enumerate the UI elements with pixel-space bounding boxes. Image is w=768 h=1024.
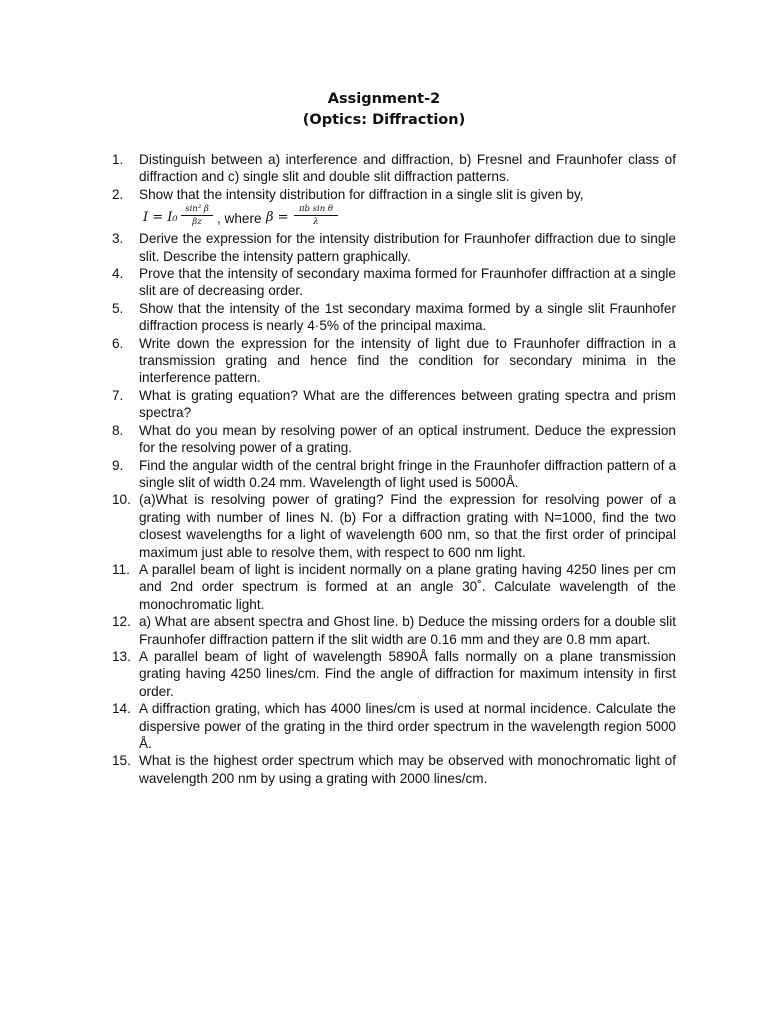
question-item bbox=[112, 335, 676, 387]
formula-where: , where bbox=[217, 211, 262, 227]
question-text: Show that the intensity distribution for diffraction in a single slit is given by, bbox=[139, 186, 584, 202]
question-text: What is the highest order spectrum which may be observed with monochromatic light of wavelength 200 nm by using a grating with 2000 lines/cm. bbox=[139, 753, 676, 786]
question-item bbox=[112, 561, 676, 613]
question-text: (a)What is resolving power of grating? Find the expression for resolving power of a grating with number of lines N. (b) For a diffraction grating with N=1000, find the two closest wavelengths for a light of wavelength 600 nm, so that the first order of principal maximum just able to resolve them, with respect to 600 nm light. bbox=[139, 492, 676, 560]
question-number: 1. bbox=[112, 152, 124, 167]
question-number: 12. bbox=[112, 614, 131, 630]
formula-fraction-beta bbox=[294, 204, 338, 227]
question-item bbox=[112, 265, 676, 300]
formula-fraction-intensity bbox=[181, 204, 213, 227]
question-item bbox=[112, 186, 676, 230]
question-item bbox=[112, 422, 676, 457]
question-number: 15. bbox=[112, 753, 131, 769]
formula-beta: β = bbox=[266, 210, 289, 226]
question-item bbox=[112, 151, 676, 186]
question-text: A diffraction grating, which has 4000 lines/cm is used at normal incidence. Calculate the dispersive power of the grating in the third order spectrum in the wavelength region 5000 Å. bbox=[139, 701, 676, 751]
document-subtitle: (Optics: Diffraction) bbox=[302, 112, 466, 128]
question-number: 11. bbox=[112, 561, 130, 577]
question-number: 6. bbox=[112, 335, 124, 351]
question-item bbox=[112, 230, 676, 265]
question-text: Derive the expression for the intensity distribution for Fraunhofer diffraction due to single slit. Describe the intensity pattern graphically. bbox=[139, 231, 676, 264]
question-number: 3. bbox=[112, 231, 124, 247]
fraction-denominator: λ bbox=[313, 217, 319, 228]
question-text: Distinguish between a) interference and diffraction, b) Fresnel and Fraunhofer class of diffraction and c) single slit and double slit diffraction patterns. bbox=[139, 152, 676, 185]
question-item bbox=[112, 300, 676, 335]
question-text: a) What are absent spectra and Ghost line. b) Deduce the missing orders for a double slit Fraunhofer diffraction pattern if the slit width are 0.16 mm and they are 0.8 mm apart. bbox=[139, 614, 676, 647]
title-block bbox=[0, 89, 768, 131]
fraction-numerator: πb sin θ bbox=[294, 204, 338, 216]
question-text: Prove that the intensity of secondary maxima formed for Fraunhofer diffraction at a single slit are of decreasing order. bbox=[139, 266, 676, 299]
question-number: 14. bbox=[112, 701, 131, 717]
question-text: A parallel beam of light of wavelength 5890Å falls normally on a plane transmission grating having 4250 lines/cm. Find the angle of diffraction for maximum intensity in first order. bbox=[139, 648, 676, 699]
question-text: What is grating equation? What are the differences between grating spectra and prism spectra? bbox=[139, 387, 676, 421]
question-item bbox=[112, 648, 676, 700]
question-item bbox=[112, 752, 676, 787]
intensity-formula bbox=[139, 203, 676, 230]
question-number: 10. bbox=[112, 492, 131, 508]
question-number: 5. bbox=[112, 300, 124, 316]
document-title: Assignment-2 bbox=[327, 91, 441, 107]
fraction-numerator: sin² β bbox=[181, 204, 213, 216]
question-item bbox=[112, 491, 676, 561]
question-number: 13. bbox=[112, 648, 131, 664]
question-number: 7. bbox=[112, 387, 124, 403]
question-text: Write down the expression for the intensity of light due to Fraunhofer diffraction in a transmission grating and hence find the condition for secondary minima in the interference pattern. bbox=[139, 335, 676, 386]
question-number: 2. bbox=[112, 186, 124, 202]
question-text: A parallel beam of light is incident normally on a plane grating having 4250 lines per cm and 2nd order spectrum is formed at an angle 30˚. Calculate wavelength of the monochromatic light. bbox=[139, 561, 676, 612]
question-item bbox=[112, 700, 676, 752]
question-list bbox=[112, 151, 676, 787]
question-text: What do you mean by resolving power of an optical instrument. Deduce the expression for the resolving power of a grating. bbox=[139, 422, 676, 456]
formula-lhs: I = I₀ bbox=[143, 210, 178, 226]
question-number: 8. bbox=[112, 422, 124, 438]
fraction-denominator: βz bbox=[192, 217, 202, 228]
question-number: 9. bbox=[112, 457, 124, 473]
question-number: 4. bbox=[112, 266, 124, 282]
question-item bbox=[112, 457, 676, 492]
question-text: Find the angular width of the central bright fringe in the Fraunhofer diffraction pattern of a single slit of width 0.24 mm. Wavelength of light used is 5000Å. bbox=[139, 457, 676, 490]
question-item bbox=[112, 387, 676, 422]
question-item bbox=[112, 613, 676, 648]
question-text: Show that the intensity of the 1st secondary maxima formed by a single slit Fraunhofer diffraction process is nearly 4·5% of the principal maxima. bbox=[139, 300, 676, 334]
